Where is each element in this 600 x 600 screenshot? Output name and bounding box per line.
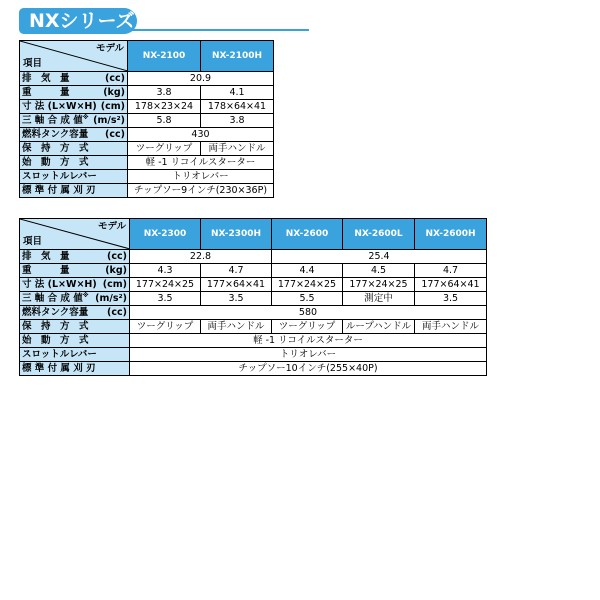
- spec-value: ツーグリップ: [130, 320, 201, 334]
- row-label-text: 燃料タンク容量: [22, 307, 89, 318]
- row-label: [20, 156, 128, 170]
- spec-row: [20, 306, 487, 320]
- spec-value: 177×64×41: [201, 278, 272, 292]
- row-unit: (cc): [105, 129, 125, 140]
- spec-value: 4.7: [201, 264, 272, 278]
- spec-row: [20, 142, 274, 156]
- spec-value: 軽 -1 リコイルスターター: [128, 156, 274, 170]
- header-row: [20, 219, 487, 250]
- row-label: [20, 292, 130, 306]
- model-header: NX-2600H: [415, 219, 487, 250]
- row-label: [20, 114, 128, 128]
- corner-item-label: 項目: [23, 58, 43, 69]
- row-label: [20, 72, 128, 86]
- footnote-mark: ※: [82, 291, 89, 299]
- spec-value: ツーグリップ: [272, 320, 343, 334]
- row-label-text: 始 動 方 式: [22, 335, 89, 346]
- spec-row: [20, 156, 274, 170]
- row-unit: (m/s²): [95, 293, 127, 304]
- spec-value: 両手ハンドル: [201, 320, 272, 334]
- spec-value: 177×24×25: [343, 278, 415, 292]
- row-label-text: 寸 法 (L×W×H): [22, 279, 97, 290]
- spec-value: 4.1: [201, 86, 274, 100]
- row-unit: (cm): [102, 279, 127, 290]
- spec-table-nx2100: [19, 40, 274, 198]
- row-label-text: 寸 法 (L×W×H): [22, 101, 97, 112]
- spec-row: [20, 100, 274, 114]
- series-title-banner: [19, 8, 309, 34]
- row-unit: (cc): [107, 307, 127, 318]
- row-label: [20, 250, 130, 264]
- row-unit: (kg): [103, 87, 125, 98]
- row-label-text: 重 量: [22, 87, 70, 98]
- model-header: NX-2100: [128, 41, 201, 72]
- spec-value: 178×64×41: [201, 100, 274, 114]
- model-header: NX-2100H: [201, 41, 274, 72]
- spec-value: 4.3: [130, 264, 201, 278]
- row-label-text: 重 量: [22, 265, 70, 276]
- spec-value: 5.5: [272, 292, 343, 306]
- spec-value: チップソー9インチ(230×36P): [128, 184, 274, 198]
- row-label-text: 始 動 方 式: [22, 157, 89, 168]
- title-underline: [119, 29, 309, 31]
- row-label-text: 標 準 付 属 刈 刃: [22, 185, 96, 196]
- row-label-text: 三 軸 合 成 値※: [22, 113, 89, 126]
- spec-row: [20, 250, 487, 264]
- spec-row: [20, 114, 274, 128]
- spec-row: [20, 320, 487, 334]
- spec-value: 両手ハンドル: [201, 142, 274, 156]
- spec-row: [20, 348, 487, 362]
- row-label-text: 保 持 方 式: [22, 143, 89, 154]
- footnote-mark: ※: [82, 113, 89, 121]
- spec-row: [20, 278, 487, 292]
- spec-row: [20, 292, 487, 306]
- spec-value: 3.5: [415, 292, 487, 306]
- spec-table-nx2300-2600: [19, 218, 487, 376]
- row-label-text: 排 気 量: [22, 73, 70, 84]
- spec-value: 5.8: [128, 114, 201, 128]
- corner-model-label: モデル: [97, 221, 126, 232]
- row-label-text: 保 持 方 式: [22, 321, 89, 332]
- spec-value: 3.8: [201, 114, 274, 128]
- spec-row: [20, 128, 274, 142]
- row-label: [20, 334, 130, 348]
- row-label: [20, 142, 128, 156]
- spec-value: トリオレバー: [128, 170, 274, 184]
- spec-value: 3.8: [128, 86, 201, 100]
- spec-value: ツーグリップ: [128, 142, 201, 156]
- spec-value: チップソー10インチ(255×40P): [130, 362, 487, 376]
- spec-value: 20.9: [128, 72, 274, 86]
- row-label: [20, 86, 128, 100]
- spec-value: 177×24×25: [272, 278, 343, 292]
- spec-row: [20, 184, 274, 198]
- corner-cell: [20, 219, 130, 250]
- spec-row: [20, 170, 274, 184]
- spec-value: 177×24×25: [130, 278, 201, 292]
- spec-value: 178×23×24: [128, 100, 201, 114]
- corner-cell: [20, 41, 128, 72]
- row-label: [20, 348, 130, 362]
- spec-value: 測定中: [343, 292, 415, 306]
- row-label: [20, 184, 128, 198]
- row-label: [20, 306, 130, 320]
- spec-value: 4.4: [272, 264, 343, 278]
- spec-value: 3.5: [130, 292, 201, 306]
- row-label-text: 排 気 量: [22, 251, 70, 262]
- row-unit: (kg): [105, 265, 127, 276]
- row-label: [20, 128, 128, 142]
- model-header: NX-2300: [130, 219, 201, 250]
- row-label-text: スロットルレバー: [22, 349, 97, 360]
- row-label-text: 三 軸 合 成 値※: [22, 291, 89, 304]
- spec-value: 4.5: [343, 264, 415, 278]
- spec-row: [20, 86, 274, 100]
- row-label: [20, 278, 130, 292]
- page-title: NXシリーズ: [29, 10, 135, 32]
- row-label-text: スロットルレバー: [22, 171, 97, 182]
- model-header: NX-2600L: [343, 219, 415, 250]
- row-label: [20, 320, 130, 334]
- spec-value: トリオレバー: [130, 348, 487, 362]
- header-row: [20, 41, 274, 72]
- model-header: NX-2600: [272, 219, 343, 250]
- row-label-text: 燃料タンク容量: [22, 129, 89, 140]
- spec-value: ループハンドル: [343, 320, 415, 334]
- spec-row: [20, 334, 487, 348]
- spec-row: [20, 72, 274, 86]
- corner-model-label: モデル: [95, 43, 124, 54]
- spec-value: 軽 -1 リコイルスターター: [130, 334, 487, 348]
- row-unit: (cc): [107, 251, 127, 262]
- corner-item-label: 項目: [23, 236, 43, 247]
- spec-row: [20, 264, 487, 278]
- spec-value: 430: [128, 128, 274, 142]
- spec-value: 177×64×41: [415, 278, 487, 292]
- spec-value: 25.4: [272, 250, 487, 264]
- model-header: NX-2300H: [201, 219, 272, 250]
- row-unit: (cc): [105, 73, 125, 84]
- row-label: [20, 100, 128, 114]
- row-label-text: 標 準 付 属 刈 刃: [22, 363, 96, 374]
- spec-value: 両手ハンドル: [415, 320, 487, 334]
- row-label: [20, 264, 130, 278]
- spec-row: [20, 362, 487, 376]
- row-unit: (cm): [100, 101, 125, 112]
- row-label: [20, 170, 128, 184]
- row-label: [20, 362, 130, 376]
- spec-value: 580: [130, 306, 487, 320]
- row-unit: (m/s²): [93, 115, 125, 126]
- spec-value: 3.5: [201, 292, 272, 306]
- spec-value: 4.7: [415, 264, 487, 278]
- spec-value: 22.8: [130, 250, 272, 264]
